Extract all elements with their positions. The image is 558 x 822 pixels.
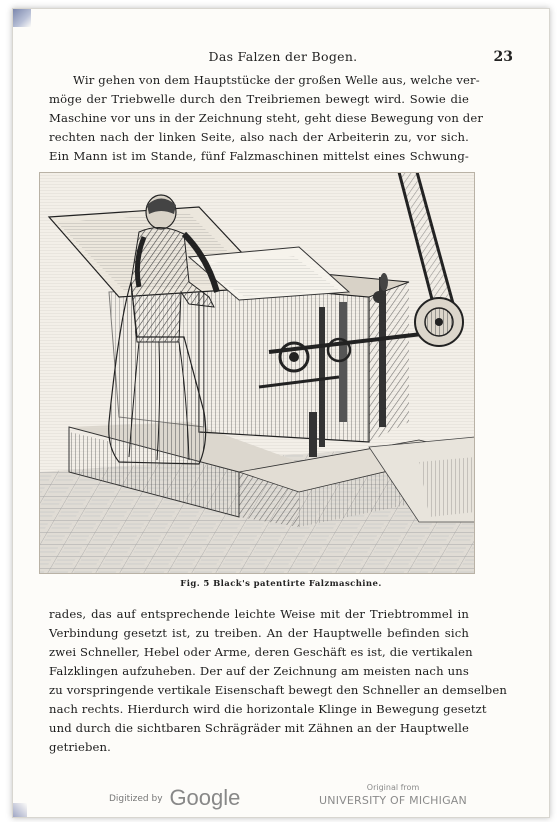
page-number: 23 [493, 49, 513, 65]
scan-mark [13, 803, 27, 817]
book-page [12, 8, 550, 818]
text-line: Maschine vor uns in der Zeichnung steht, geht diese Bewegung von der [49, 111, 484, 125]
paragraph-top [49, 71, 484, 166]
original-from-label: Original from [366, 783, 420, 792]
text-line: rades, das auf entsprechende leichte Weise mit der Triebtrommel in [49, 607, 469, 621]
text-line: rechten nach der linken Seite, also nach der Arbeiterin zu, vor sich. [49, 130, 469, 144]
scan-mark [13, 9, 31, 27]
paragraph-bottom [49, 605, 507, 757]
text-line: möge der Triebwelle durch den Treibriemen bewegt wird. Sowie die [49, 92, 469, 106]
digitized-by-label: Digitized by [109, 794, 163, 804]
text-line: zwei Schneller, Hebel oder Arme, deren Geschäft es ist, die vertikalen [49, 645, 473, 659]
figure-caption: Fig. 5 Black's patentirte Falzmaschine. [180, 579, 382, 589]
running-title: Das Falzen der Bogen. [208, 49, 358, 64]
text-line: Verbindung gesetzt ist, zu treiben. An der Hauptwelle befinden sich [49, 626, 469, 640]
institution-name: UNIVERSITY OF MICHIGAN [319, 794, 467, 807]
text-line: nach rechts. Hierdurch wird die horizontale Klinge in Bewegung gesetzt [49, 702, 487, 716]
digitized-by-watermark [109, 785, 240, 811]
text-line: und durch die sichtbaren Schrägräder mit Zähnen an der Hauptwelle [49, 721, 469, 735]
google-logo: Google [169, 785, 241, 810]
text-line: Wir gehen von dem Hauptstücke der großen Welle aus, welche ver- [73, 73, 480, 87]
text-line: zu vorspringende vertikale Eisenschaft bewegt den Schneller an demselben [49, 683, 507, 697]
engraving-illustration [39, 172, 475, 574]
running-head [53, 49, 513, 69]
text-line: Falzklingen aufzuheben. Der auf der Zeichnung am meisten nach uns [49, 664, 469, 678]
text-line: Ein Mann ist im Stande, fünf Falzmaschinen mittelst eines Schwung- [49, 149, 469, 163]
original-from-watermark [313, 783, 473, 807]
text-line: getrieben. [49, 740, 111, 754]
folding-machine-engraving [39, 172, 475, 574]
